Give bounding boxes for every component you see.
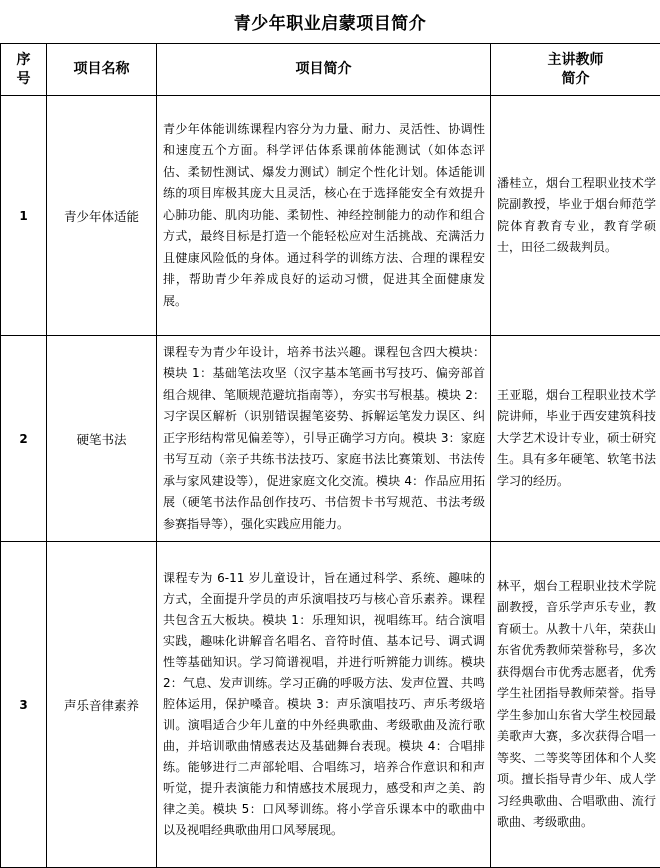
row-teacher-intro: 王亚聪，烟台工程职业技术学院讲师，毕业于西安建筑科技大学艺术设计专业，硕士研究生。具有多年硬笔、软笔书法学习的经历。 (491, 336, 660, 542)
row-project-name: 青少年体适能 (47, 96, 157, 336)
header-name: 项目名称 (47, 44, 157, 96)
header-teacher (491, 44, 660, 96)
document-title: 青少年职业启蒙项目简介 (0, 9, 660, 34)
table-header-row (1, 44, 660, 96)
row-seq: 1 (1, 96, 47, 336)
row-project-name: 硬笔书法 (47, 336, 157, 542)
header-seq-line-2: 号 (3, 70, 44, 89)
row-teacher-intro: 潘桂立，烟台工程职业技术学院副教授，毕业于烟台师范学院体育教育专业，教育学硕士，田径二级裁判员。 (491, 96, 660, 336)
header-teacher-line-2: 简介 (493, 70, 658, 89)
row-project-name: 声乐音律素养 (47, 542, 157, 868)
row-seq: 3 (1, 542, 47, 868)
header-seq-line-1: 序 (3, 51, 44, 70)
table-row (1, 96, 660, 336)
row-project-desc: 课程专为青少年设计，培养书法兴趣。课程包含四大模块：模块 1：基础笔法攻坚（汉字基本笔画书写技巧、偏旁部首组合规律、笔顺规范避坑指南等），夯实书写根基。模块 2：习字误区解析（识别错误握笔姿势、拆解运笔发力误区、纠正字形结构常见偏差等），引导正确学习方向。模块 3：家庭书写互动（亲子共练书法技巧、家庭书法比赛策划、书法传承与家风建设等），促进家庭文化交流。模块 4：作品应用拓展（硬笔书法作品创作技巧、书信贺卡书写规范、书法考级参赛指导等），强化实践应用能力。 (157, 336, 491, 542)
row-teacher-intro: 林平，烟台工程职业技术学院副教授，音乐学声乐专业，教育硕士。从教十八年，荣获山东省优秀教师荣誉称号，多次获得烟台市优秀志愿者，优秀学生社团指导教师荣誉。指导学生参加山东省大学生校园最美歌声大赛，多次获得合唱一等奖、二等奖等团体和个人奖项。擅长指导青少年、成人学习经典歌曲、合唱歌曲、流行歌曲、考级歌曲。 (491, 542, 660, 868)
row-seq: 2 (1, 336, 47, 542)
row-project-desc: 青少年体能训练课程内容分为力量、耐力、灵活性、协调性和速度五个方面。科学评估体系课前体能测试（如体态评估、柔韧性测试、爆发力测试）制定个性化计划。体适能训练的项目库极其庞大且灵活，核心在于选择能安全有效提升心肺功能、肌肉功能、柔韧性、神经控制能力的动作和组合方式，最终目标是打造一个能轻松应对生活挑战、充满活力且健康风险低的身体。通过科学的训练方法、合理的课程安排，帮助青少年养成良好的运动习惯，促进其全面健康发展。 (157, 96, 491, 336)
table-row (1, 542, 660, 868)
project-table (0, 43, 660, 868)
table-row (1, 336, 660, 542)
header-seq (1, 44, 47, 96)
header-desc: 项目简介 (157, 44, 491, 96)
header-teacher-line-1: 主讲教师 (493, 51, 658, 70)
row-project-desc: 课程专为 6-11 岁儿童设计，旨在通过科学、系统、趣味的方式，全面提升学员的声乐演唱技巧与核心音乐素养。课程共包含五大板块。模块 1：乐理知识，视唱练耳。结合演唱实践，趣味化讲解音名唱名、音符时值、基本记号、调式调性等基础知识。学习简谱视唱，并进行听辨能力训练。模块 2：气息、发声训练。学习正确的呼吸方法、发声位置、共鸣腔体运用，保护嗓音。模块 3：声乐演唱技巧、声乐考级培训。演唱适合少年儿童的中外经典歌曲、考级歌曲及流行歌曲，并培训歌曲情感表达及基础舞台表现。模块 4：合唱排练。能够进行二声部轮唱、合唱练习，培养合作意识和和声听觉，提升表演能力和情感技术展现力，感受和声之美、韵律之美。模块 5：口风琴训练。将小学音乐课本中的歌曲中以及视唱经典歌曲用口风琴展现。 (157, 542, 491, 868)
